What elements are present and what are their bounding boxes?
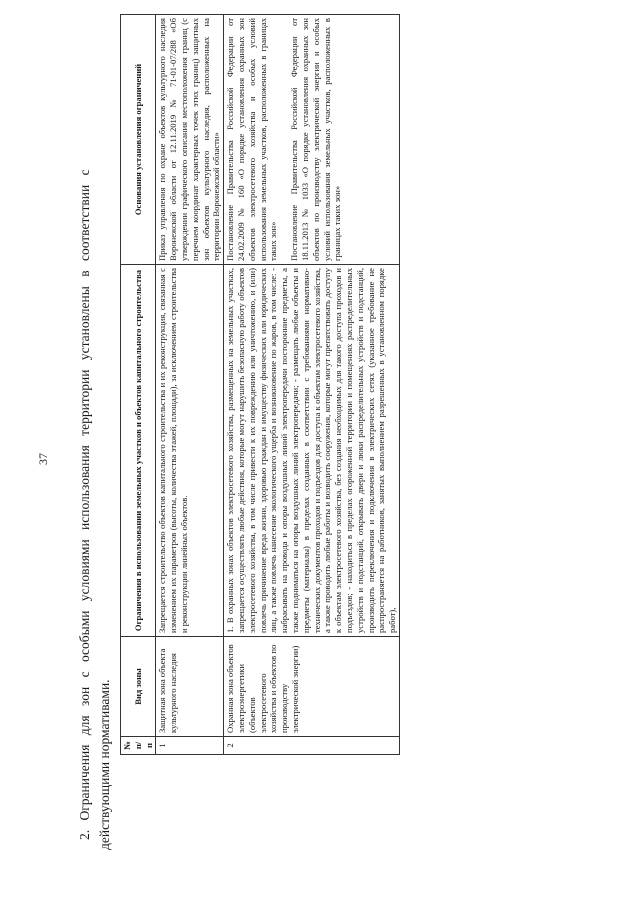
row-num: 2 xyxy=(224,737,400,755)
page-number: 37 xyxy=(36,453,50,465)
header-restrictions: Ограничения в использовании земельных участков и объектов капитального строительства xyxy=(121,265,156,637)
row-basis xyxy=(156,15,224,265)
heading-line-1: 2. Ограничения для зон с особыми условиями использования территории установлены в соответствии с xyxy=(77,169,92,840)
basis-paragraph: Приказ управления по охране объектов культурного наследия Воронежской области от 12.11.2019 № 71-01-07/288 «Об утверждении графического описания местоположения границ (с перечнем координат характерных точек этих границ) защитных зон объектов культурного наследия, расположенных на территории Воронежской области» xyxy=(157,18,222,261)
row-zone: Охранная зона объектов электроэнергетики (объектов электросетевого хозяйства и объектов по производству электрической энергии) xyxy=(224,637,400,737)
restrictions-table xyxy=(120,14,400,755)
header-basis: Основания установления ограничений xyxy=(121,15,156,265)
heading-line-2: действующими нормативами. xyxy=(97,679,112,850)
row-num: 1 xyxy=(156,737,224,755)
row-restrictions: 1. В охранных зонах объектов электросетевого хозяйства, размещенных на земельных участках, запрещается осуществлять любые действия, которые могут нарушить безопасную работу объектов электросетевого хозяйства, в том числе привести к их повреждению или уничтожению, и (или) повлечь причинение вреда жизни, здоровью граждан и имуществу физических или юридических лиц, а также повлечь нанесение экологического ущерба и возникновение по жаров, в том числе: - набрасывать на провода и опоры воздушных линий электропередачи посторонние предметы, а также подниматься на опоры воздушных линий электропередачи; - размещать любые объекты и предметы (материалы) в пределах созданных в соответствии с требованиями нормативно-технических документов проходов и подъездов для доступа к объектам электросетевого хозяйства, а также проводить любые работы и возводить сооружения, которые могут препятствовать доступу к объектам электросетевого хозяйства, без создания необходимых для такого доступа проходов и подъездов; - находиться в пределах огороженной территории и помещениях распределительных устройств и подстанций, открывать двери и люки распределительных устройств и подстанций, производить переключения и подключения в электрических сетях (указанное требование не распространяется на работников, занятых выполнением разрешенных в установленном порядке работ), xyxy=(224,265,400,637)
basis-paragraph: Постановление Правительства Российской Федерации от 24.02.2009 № 160 «О порядке установления охранных зон объектов электросетевого хозяйства и особых условий использования земельных участков, расположенных в границах таких зон» xyxy=(225,18,279,261)
row-zone: Защитная зона объекта культурного наследия xyxy=(156,637,224,737)
table-row xyxy=(156,15,224,755)
header-zone: Вид зоны xyxy=(121,637,156,737)
table-row xyxy=(224,15,400,755)
row-basis xyxy=(224,15,400,265)
basis-paragraph: Постановление Правительства Российской Федерации от 18.11.2013 № 1033 «О порядке установления охранных зон объектов по производству электрической энергии и особых условий использования земельных участков, расположенных в границах таких зон» xyxy=(289,18,343,261)
header-num: № п/п xyxy=(121,737,156,755)
table-header-row xyxy=(121,15,156,755)
row-restrictions: Запрещается строительство объектов капитального строительства и их реконструкция, связанная с изменением их параметров (высоты, количества этажей, площади), за исключением строительства и реконструкции линейных объектов. xyxy=(156,265,224,637)
section-heading xyxy=(75,50,115,850)
